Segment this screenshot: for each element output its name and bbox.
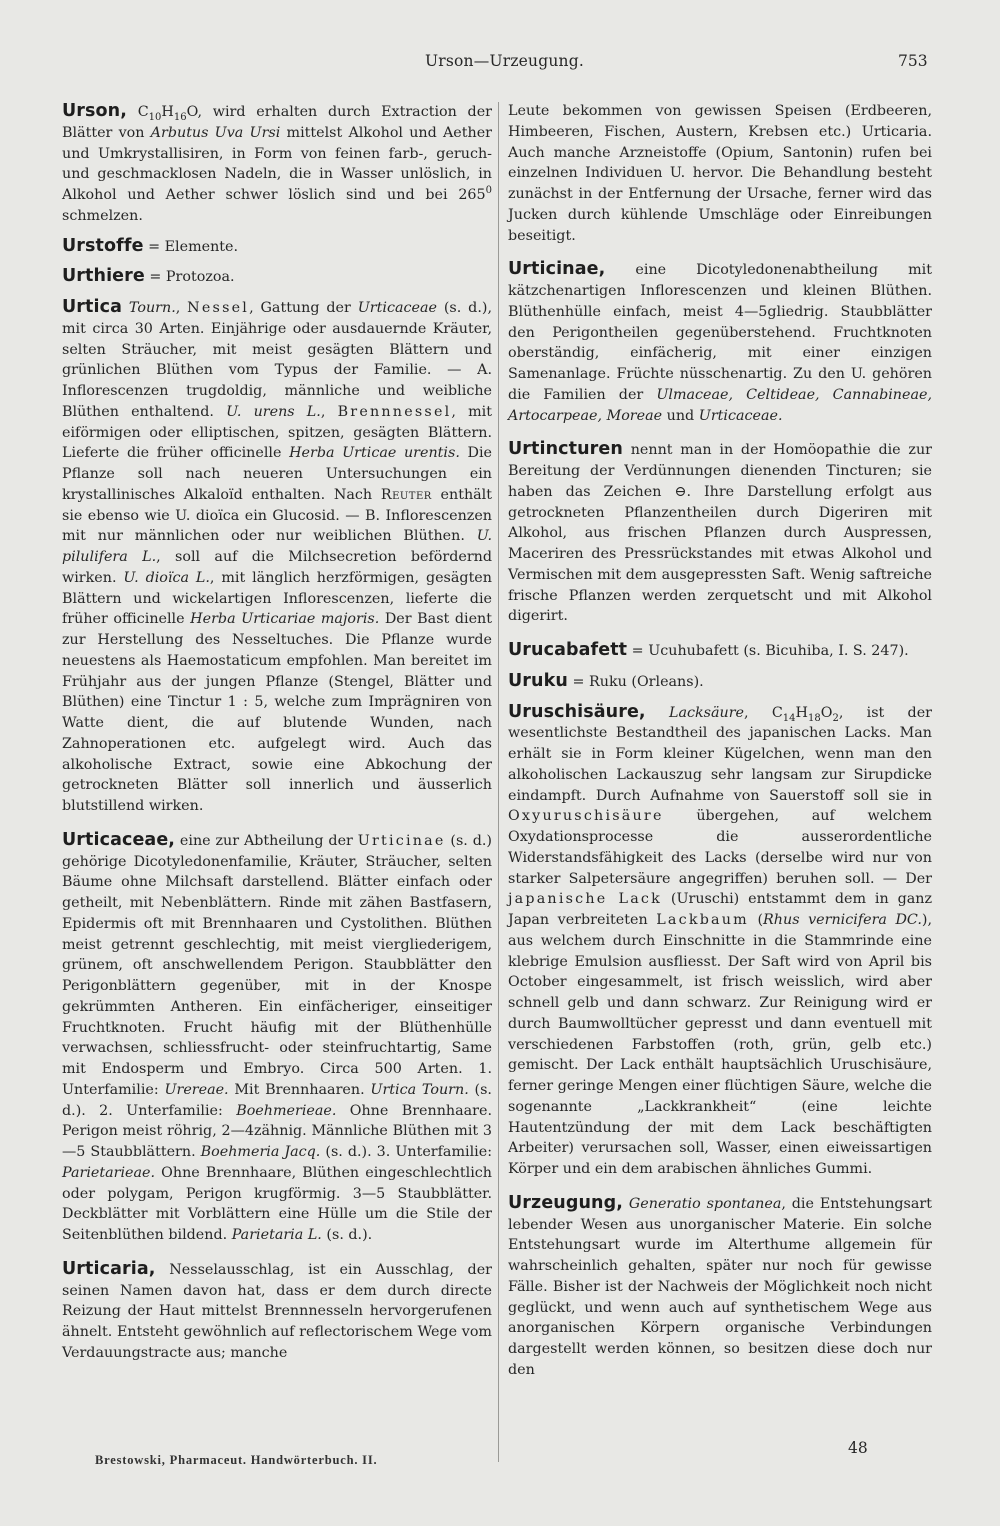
entry-text: (s. d.) gehörige Dicotyledonenfamilie, Kräuter, Sträucher, selten Bäume ohne Milchsaft darstellend. Blätter einfach oder getheilt, mit Nebenblättern. Rinde mit zähen Bastfasern, Epidermis oft mit Brennhaaren und Cystolithen. Blüthen meist getrennt geschlechtig, mit meist viergliederigem, grünem, oft anschwellendem Perigon. Staubblätter den Perigonblättern gegenüber, mit in der Knospe gekrümmten Antheren. Ein einfächeriger, einseitiger Fruchtknoten. Frucht häufig mit der Blüthenhülle verwachsen, schliessfrucht- oder steinfruchtartig, Same mit Endosperm und Embryo. Circa 500 Arten. 1. Unterfamilie: (62, 832, 492, 1098)
entry-text: ( (748, 912, 764, 928)
entry-text: enthält sie ebenso wie U. dioïca ein Glucosid. — B. Inflorescenzen mit nur männlichen oder nur weiblichen Blüthen. (62, 486, 492, 545)
entry-text: , (175, 300, 188, 316)
entry-text: , Gattung der (249, 300, 358, 316)
left-column (62, 101, 492, 1364)
entry-text: Herba Urticae urentis. (289, 445, 460, 462)
entry-headword: Urthiere (62, 266, 145, 287)
entry-headword: Urzeugung, (508, 1192, 623, 1213)
signature-mark: 48 (848, 1439, 868, 1457)
footer-imprint: Brestowski, Pharmaceut. Handwörterbuch. II. (95, 1453, 378, 1467)
entry-text: U. pilulifera L. (62, 528, 492, 565)
running-title: Urson—Urzeugung. (425, 52, 584, 70)
entry-text: Reuter (380, 486, 432, 503)
entry-text: schmelzen. (62, 207, 143, 224)
entry-text: H (161, 104, 174, 120)
entry-text: , C (744, 704, 783, 721)
entry-headword: Urticaceae, (62, 829, 176, 850)
entry-text: 18 (807, 712, 821, 724)
entry-text: Parietarieae. (62, 1164, 156, 1181)
entry-text: = Protozoa. (144, 269, 235, 286)
dictionary-entry (62, 297, 492, 817)
entry-text: , soll auf die Milchsecretion befördernd wirken. (62, 549, 493, 586)
dictionary-entry (508, 101, 932, 246)
running-head (0, 52, 1000, 76)
entry-text: Urereae. (164, 1081, 229, 1098)
entry-text: Oxyuruschisäure (508, 808, 664, 825)
entry-text: Rhus vernicifera DC. (763, 912, 922, 928)
dictionary-entry (508, 702, 932, 1180)
entry-text (122, 300, 129, 316)
entry-text: H (795, 704, 808, 721)
entry-text: 10 (148, 111, 162, 123)
right-column (508, 101, 932, 1381)
entry-headword: Urticinae, (508, 259, 606, 280)
entry-text: , mit länglich herzförmigen, gesägten Blättern und wickelartigen Inflorescenzen, lieferte die früher officinelle (62, 569, 492, 628)
entry-text: , ist der wesentlichste Bestandtheil des japanischen Lacks. Man erhält sie in Form kleiner Kügelchen, wenn man den alkoholischen Lackauszug sehr langsam zur Sirupdicke eindampft. Durch Aufnahme von Sauerstoff soll sie in (508, 704, 932, 804)
entry-text: (s. d.). 2. Unterfamilie: (62, 1081, 492, 1119)
entry-text: Urtica Tourn. (370, 1081, 469, 1098)
entry-headword: Urson, (62, 101, 127, 121)
entry-text: C (127, 104, 149, 120)
tincture-symbol: ⊖ (674, 483, 687, 500)
entry-text: Urticaceae (357, 300, 437, 316)
dictionary-entry (508, 259, 932, 426)
entry-text: 2 (832, 712, 839, 724)
entry-text: 14 (782, 712, 796, 724)
entry-text: 16 (173, 111, 187, 123)
entry-text: = Elemente. (143, 238, 239, 255)
entry-text: (s. d.). (321, 1227, 373, 1243)
entry-text: O, wird erhalten durch Extraction der Blätter von (62, 104, 492, 141)
entry-text: ), aus welchem durch Einschnitte in die Stammrinde eine klebrige Emulsion ausfliesst. Der Saft wird von April bis October eingesammelt, ist frisch weisslich, wird aber schnell gelb und dann schwarz. Zur Reinigung wird er durch Baumwolltücher gepresst und dann eventuell mit verschiedenen Farbstoffen (roth, grün, gelb etc.) gemischt. Der Lack enthält hauptsächlich Uruschisäure, ferner geringe Mengen einer flüchtigen Säure, welche die sogenannte „Lackkrankheit“ (eine leichte Hautentzündung der mit dem Lack beschäftigten Arbeiter) verursachen soll, Wasser, einen eiweissartigen Körper und ein dem arabischen ähnliches Gummi. (508, 912, 933, 1177)
entry-text: japanische Lack (508, 891, 662, 908)
entry-headword: Urucabafett (508, 640, 628, 660)
entry-text: mittelst Alkohol und Aether und Umkrystallisiren, in Form von feinen farb-, geruch- und geschmacklosen Nadeln, die in Wasser unlöslich, in Alkohol und Aether schwer löslich sind und bei 265 (62, 124, 493, 203)
entry-text: = Ucuhubafett (s. Bicuhiba, I. S. 247). (627, 643, 909, 659)
entry-text: , (320, 403, 338, 420)
entry-headword: Urtica (62, 297, 122, 317)
entry-headword: Uruschisäure, (508, 701, 646, 722)
dictionary-entry (62, 266, 492, 288)
entry-text: U. urens L. (226, 403, 321, 420)
entry-text: Ohne Brennhaare. Perigon meist röhrig, 2—4zähnig. Männliche Blüthen mit 3—5 Staubblättern. (62, 1102, 493, 1160)
entry-text: . Ihre Darstellung erfolgt aus getrockneten Pflanzentheilen durch Digeriren mit Alkohol, aus frischen Pflanzen durch Auspressen, Maceriren des Pressrückstandes mit etwas Alkohol und Vermischen mit dem ausgepressten Saft. Wenig saftreiche frische Pflanzen werden zerquetscht und mit Alkohol digerirt. (508, 483, 932, 625)
entry-text: nennt man in der Homöopathie die zur Bereitung der Verdünnungen dienenden Tincturen; sie haben das Zeichen (508, 442, 932, 500)
entry-text: U. dioïca L. (123, 569, 210, 586)
entry-text: Urticaceae. (698, 407, 783, 424)
entry-text: Arbutus Uva Ursi (150, 124, 281, 141)
entry-text: , mit eiförmigen oder elliptischen, spitzen, gesägten Blättern. Lieferte die früher officinelle (62, 403, 492, 462)
entry-text: Nessel (187, 300, 250, 316)
entry-text: übergehen, auf welchem Oxydationsprocesse die ausserordentliche Widerstandsfähigkeit des Lacks (derselbe wird nur von starker Salpetersäure angegriffen) beruhen soll. — Der (508, 808, 932, 887)
entry-text: Tourn. (128, 300, 176, 316)
entry-text: (Uruschi) entstammt dem in ganz Japan verbreiteten (508, 891, 932, 928)
column-divider (498, 102, 499, 1462)
entry-text (646, 705, 669, 721)
entry-text: Lackbaum (656, 912, 749, 928)
entry-text: Herba Urticariae majoris. (190, 611, 380, 628)
entry-text: Boehmeria Jacq. (200, 1144, 321, 1160)
dictionary-entry (62, 1259, 492, 1364)
entry-text: Lacksäure (668, 704, 745, 721)
entry-text: eine Dicotyledonenabtheilung mit kätzchenartigen Inflorescenzen und kleinen Blüthen. Blüthenhülle einfach, meist 4—5gliedrig. Staubblätter den Perigontheilen gegenüberstehend. Fruchtknoten oberständig, einfächerig, mit einer einzigen Samenanlage. Früchte nüsschenartig. Zu den U. gehören die Familien der (508, 262, 932, 403)
entry-text: Boehmerieae. (236, 1102, 337, 1119)
dictionary-entry (508, 1193, 932, 1381)
entry-headword: Urstoffe (62, 235, 144, 256)
entry-text: Brennnessel (337, 403, 452, 420)
dictionary-entry (508, 671, 932, 693)
entry-text: Der Bast dient zur Herstellung des Nesseltuches. Die Pflanze wurde neuestens als Haemostaticum empfohlen. Man bereitet im Frühjahr aus der jungen Pflanze (Stengel, Blätter und Blüthen) eine Tinctur 1 : 5, welche zum Imprägniren von Watte dient, die auf blutende Wunden, nach Zahnoperationen etc. aufgelegt wird. Auch das alkoholische Extract, sowie eine Abkochung der getrockneten Blätter soll innerlich und äusserlich blutstillend wirken. (62, 611, 492, 814)
entry-text: Nesselausschlag, ist ein Ausschlag, der seinen Namen davon hat, dass er dem durch directe Reizung der Haut mittelst Brennnesseln hervorgerufenen ähnelt. Entsteht gewöhnlich auf reflectorischem Wege vom Verdauungstracte aus; manche (62, 1261, 492, 1361)
entry-text: Leute bekommen von gewissen Speisen (Erdbeeren, Himbeeren, Fischen, Austern, Krebsen etc.) Urticaria. Auch manche Arzneistoffe (Opium, Santonin) rufen bei einzelnen Individuen U. hervor. Die Behandlung besteht zunächst in der Entfernung der Ursache, ferner wird das Jucken durch kühlende Umschläge oder Einreibungen beseitigt. (508, 103, 932, 244)
entry-text: O (820, 704, 833, 721)
entry-text: Mit Brennhaaren. (228, 1081, 371, 1098)
dictionary-entry (508, 439, 932, 627)
entry-headword: Urtincturen (508, 439, 623, 460)
entry-text: Ohne Brennhaare, Blüthen eingeschlechtlich oder polygam, Perigon krugförmig. 3—5 Staubblätter. Deckblätter mit Vorblättern eine Hülle um die Stile der Seitenblüthen bildend. (62, 1164, 492, 1243)
entry-text: eine zur Abtheilung der (175, 832, 358, 849)
dictionary-entry (62, 101, 492, 227)
entry-text: , die Entstehungsart lebender Wesen aus unorganischer Materie. Ein solche Entstehungsart wurde im Alterthume allgemein für wahrscheinlich gehalten, später nur noch für gewisse Fälle. Bisher ist der Nachweis der Möglichkeit noch nicht geglückt, und wenn auch auf synthetischem Wege aus anorganischen Körpern organische Verbindungen dargestellt werden können, so besitzen diese doch nur den (508, 1195, 932, 1378)
dictionary-entry (62, 830, 492, 1246)
entry-text: Generatio spontanea (628, 1195, 782, 1212)
page-number: 753 (898, 52, 928, 70)
entry-text: und (662, 407, 699, 424)
dictionary-entry (508, 640, 932, 662)
entry-text: Ulmaceae, Celtideae, Cannabineae, Artocarpeae, Moreae (508, 386, 932, 424)
entry-headword: Urticaria, (62, 1258, 156, 1279)
entry-text: (s. d.). 3. Unterfamilie: (320, 1144, 493, 1160)
dictionary-entry (62, 236, 492, 258)
entry-text: (s. d.), mit circa 30 Arten. Einjährige oder ausdauernde Kräuter, selten Sträucher, mit meist gesägten Blättern und grünlichen Blüthen vom Typus der Familie. — A. Inflorescenzen trugdoldig, männliche und weibliche Blüthen enthaltend. (62, 300, 493, 420)
entry-text: Parietaria L. (231, 1227, 322, 1243)
entry-headword: Uruku (508, 670, 568, 691)
entry-text: = Ruku (Orleans). (567, 673, 704, 690)
entry-text: 0 (485, 185, 492, 197)
entry-text: Die Pflanze soll nach neueren Untersuchungen ein krystallinisches Alkaloïd enthalten. Nach (62, 445, 493, 503)
entry-text: Urticinae (357, 832, 446, 849)
